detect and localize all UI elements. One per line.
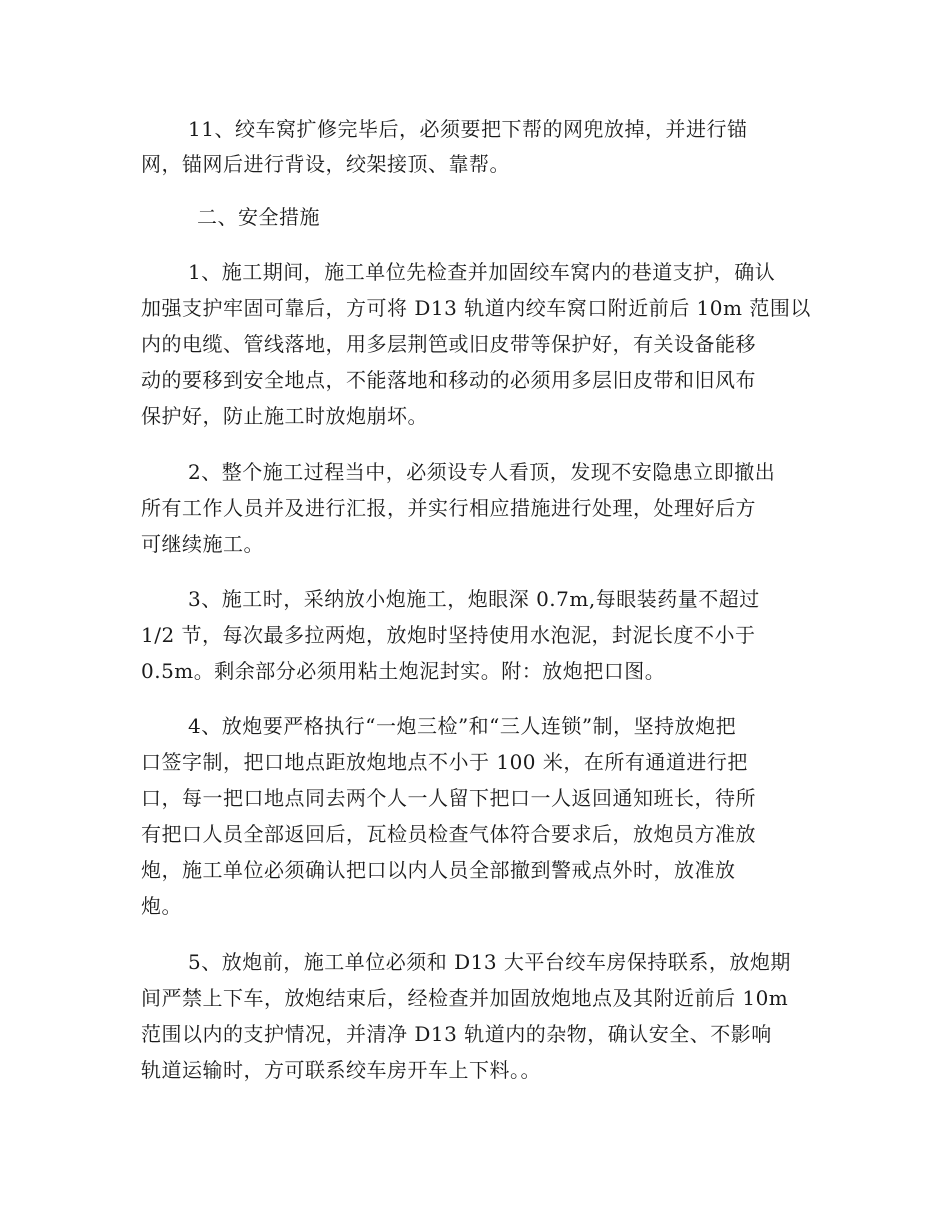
text-line: 0.5m。剩余部分必须用粘土炮泥封实。附：放炮把口图。	[141, 659, 666, 683]
text-line: 有把口人员全部返回后，瓦检员检查气体符合要求后，放炮员方准放	[141, 822, 756, 846]
text-line: 4、放炮要严格执行“一炮三检”和“三人连锁”制，坚持放炮把	[188, 714, 737, 738]
text-line: 2、整个施工过程当中，必须设专人看顶，发现不安隐患立即撤出	[188, 460, 776, 484]
text-line: 保护好，防止施工时放炮崩坏。	[141, 404, 428, 428]
text-line: 内的电缆、管线落地，用多层荆笆或旧皮带等保护好，有关设备能移	[141, 332, 756, 356]
text-line: 轨道运输时，方可联系绞车房开车上下料。。	[141, 1058, 541, 1082]
text-line: 3、施工时，采纳放小炮施工，炮眼深 0.7m,每眼装药量不超过	[188, 587, 760, 611]
text-line: 口，每一把口地点同去两个人一人留下把口一人返回通知班长，待所	[141, 786, 756, 810]
text-line: 间严禁上下车，放炮结束后，经检查并加固放炮地点及其附近前后 10m	[141, 986, 789, 1010]
text-line: 可继续施工。	[141, 532, 264, 556]
text-line: 网，锚网后进行背设，绞架接顶、靠帮。	[141, 152, 510, 176]
text-line: 5、放炮前，施工单位必须和 D13 大平台绞车房保持联系，放炮期	[188, 950, 791, 974]
section-heading: 二、安全措施	[197, 205, 320, 229]
text-line: 范围以内的支护情况，并清净 D13 轨道内的杂物，确认安全、不影响	[141, 1022, 772, 1046]
text-line: 动的要移到安全地点，不能落地和移动的必须用多层旧皮带和旧风布	[141, 368, 756, 392]
text-line: 1、施工期间，施工单位先检查并加固绞车窝内的巷道支护，确认	[188, 260, 776, 284]
text-line: 加强支护牢固可靠后，方可将 D13 轨道内绞车窝口附近前后 10m 范围以	[141, 296, 811, 320]
text-line: 炮。	[141, 894, 182, 918]
text-line: 11、绞车窝扩修完毕后，必须要把下帮的网兜放掉，并进行锚	[188, 117, 748, 141]
text-line: 口签字制，把口地点距放炮地点不小于 100 米，在所有通道进行把	[141, 750, 748, 774]
text-line: 所有工作人员并及进行汇报，并实行相应措施进行处理，处理好后方	[141, 496, 756, 520]
text-line: 1/2 节，每次最多拉两炮，放炮时坚持使用水泡泥，封泥长度不小于	[141, 623, 756, 647]
text-line: 炮，施工单位必须确认把口以内人员全部撤到警戒点外时，放准放	[141, 858, 736, 882]
